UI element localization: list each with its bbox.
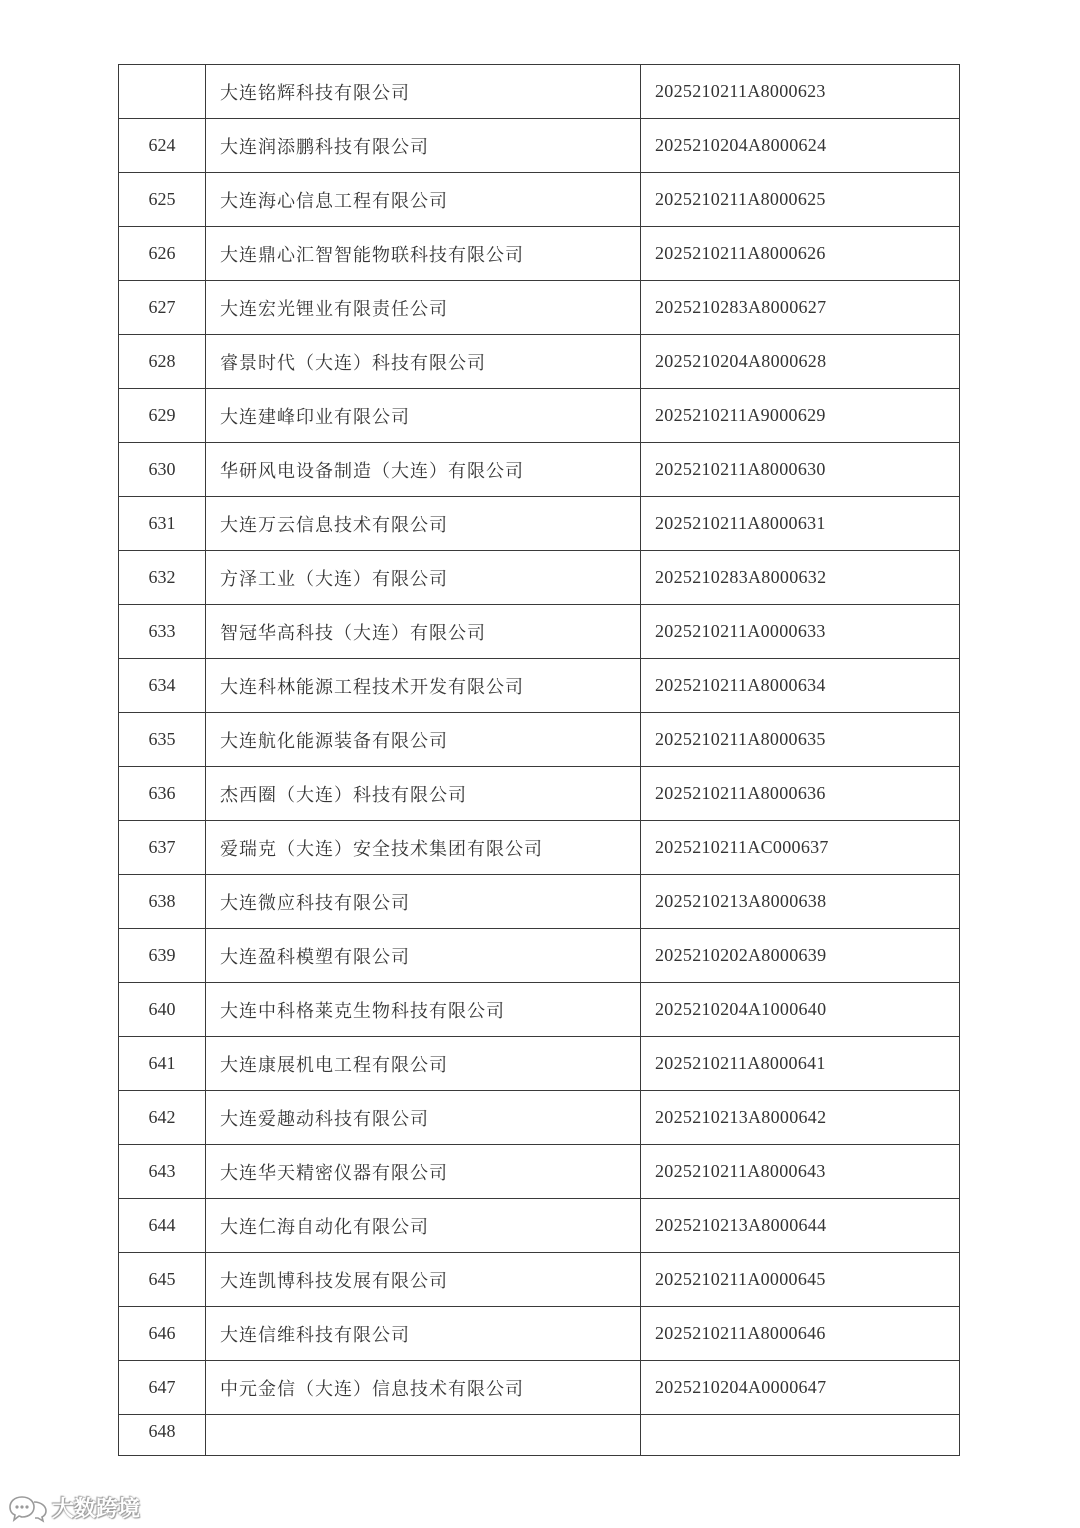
row-number-cell: 629: [119, 389, 206, 443]
table-row: [119, 551, 960, 605]
company-name-cell: 智冠华高科技（大连）有限公司: [206, 605, 641, 659]
row-number-cell: 646: [119, 1307, 206, 1361]
registration-table: [118, 64, 960, 1456]
table-row: [119, 281, 960, 335]
registration-code-cell: 2025210211A8000635: [641, 713, 960, 767]
registration-code-cell: 2025210211A8000630: [641, 443, 960, 497]
table-row: [119, 929, 960, 983]
row-number-cell: 645: [119, 1253, 206, 1307]
row-number-cell: 630: [119, 443, 206, 497]
registration-code-cell: 2025210211A8000631: [641, 497, 960, 551]
table-row: [119, 1253, 960, 1307]
row-number-cell: 633: [119, 605, 206, 659]
table-row: [119, 983, 960, 1037]
registration-code-cell: 2025210211A8000641: [641, 1037, 960, 1091]
registration-code-cell: 2025210211A8000643: [641, 1145, 960, 1199]
registration-code-cell: 2025210202A8000639: [641, 929, 960, 983]
company-name-cell: 大连鼎心汇智智能物联科技有限公司: [206, 227, 641, 281]
table-row: [119, 1145, 960, 1199]
table-row: [119, 659, 960, 713]
company-name-cell: 大连微应科技有限公司: [206, 875, 641, 929]
company-name-cell: 杰西圈（大连）科技有限公司: [206, 767, 641, 821]
row-number-cell: 642: [119, 1091, 206, 1145]
company-name-cell: 大连爱趣动科技有限公司: [206, 1091, 641, 1145]
row-number-cell: 648: [119, 1415, 206, 1456]
table-row: [119, 227, 960, 281]
row-number-cell: 644: [119, 1199, 206, 1253]
row-number-cell: 625: [119, 173, 206, 227]
registration-code-cell: 2025210213A8000642: [641, 1091, 960, 1145]
registration-code-cell: 2025210211A8000625: [641, 173, 960, 227]
company-name-cell: 大连宏光锂业有限责任公司: [206, 281, 641, 335]
company-name-cell: 大连海心信息工程有限公司: [206, 173, 641, 227]
row-number-cell: 632: [119, 551, 206, 605]
company-name-cell: 大连铭辉科技有限公司: [206, 65, 641, 119]
registration-code-cell: 2025210283A8000627: [641, 281, 960, 335]
registration-code-cell: 2025210211A8000636: [641, 767, 960, 821]
row-number-cell: 634: [119, 659, 206, 713]
row-number-cell: 638: [119, 875, 206, 929]
registration-table-body: [119, 65, 960, 1456]
watermark: [8, 1492, 140, 1523]
registration-code-cell: 2025210211A8000626: [641, 227, 960, 281]
company-name-cell: [206, 1415, 641, 1456]
row-number-cell: 626: [119, 227, 206, 281]
table-row: [119, 1415, 960, 1456]
table-row: [119, 443, 960, 497]
registration-code-cell: 2025210213A8000644: [641, 1199, 960, 1253]
registration-code-cell: 2025210204A8000628: [641, 335, 960, 389]
row-number-cell: 636: [119, 767, 206, 821]
row-number-cell: [119, 65, 206, 119]
table-row: [119, 767, 960, 821]
registration-code-cell: [641, 1415, 960, 1456]
company-name-cell: 中元金信（大连）信息技术有限公司: [206, 1361, 641, 1415]
table-row: [119, 1199, 960, 1253]
registration-code-cell: 2025210283A8000632: [641, 551, 960, 605]
registration-code-cell: 2025210211A8000634: [641, 659, 960, 713]
row-number-cell: 631: [119, 497, 206, 551]
table-row: [119, 119, 960, 173]
company-name-cell: 大连华天精密仪器有限公司: [206, 1145, 641, 1199]
row-number-cell: 637: [119, 821, 206, 875]
table-row: [119, 1091, 960, 1145]
row-number-cell: 640: [119, 983, 206, 1037]
table-row: [119, 173, 960, 227]
registration-code-cell: 2025210204A0000647: [641, 1361, 960, 1415]
company-name-cell: 华研风电设备制造（大连）有限公司: [206, 443, 641, 497]
row-number-cell: 639: [119, 929, 206, 983]
company-name-cell: 大连润添鹏科技有限公司: [206, 119, 641, 173]
row-number-cell: 647: [119, 1361, 206, 1415]
registration-code-cell: 2025210211A9000629: [641, 389, 960, 443]
company-name-cell: 爱瑞克（大连）安全技术集团有限公司: [206, 821, 641, 875]
table-row: [119, 875, 960, 929]
registration-code-cell: 2025210213A8000638: [641, 875, 960, 929]
registration-code-cell: 2025210211A0000645: [641, 1253, 960, 1307]
company-name-cell: 大连康展机电工程有限公司: [206, 1037, 641, 1091]
row-number-cell: 627: [119, 281, 206, 335]
table-row: [119, 1037, 960, 1091]
company-name-cell: 大连凯博科技发展有限公司: [206, 1253, 641, 1307]
registration-code-cell: 2025210204A1000640: [641, 983, 960, 1037]
row-number-cell: 643: [119, 1145, 206, 1199]
registration-code-cell: 2025210211A8000646: [641, 1307, 960, 1361]
company-name-cell: 大连仁海自动化有限公司: [206, 1199, 641, 1253]
table-row: [119, 389, 960, 443]
table-row: [119, 821, 960, 875]
company-name-cell: 大连信维科技有限公司: [206, 1307, 641, 1361]
row-number-cell: 628: [119, 335, 206, 389]
company-name-cell: 方泽工业（大连）有限公司: [206, 551, 641, 605]
registration-code-cell: 2025210211A8000623: [641, 65, 960, 119]
table-row: [119, 1361, 960, 1415]
company-name-cell: 大连盈科模塑有限公司: [206, 929, 641, 983]
chat-bubble-logo-icon: [8, 1493, 48, 1523]
table-row: [119, 713, 960, 767]
registration-code-cell: 2025210211A0000633: [641, 605, 960, 659]
table-row: [119, 605, 960, 659]
company-name-cell: 大连科林能源工程技术开发有限公司: [206, 659, 641, 713]
company-name-cell: 大连建峰印业有限公司: [206, 389, 641, 443]
table-row: [119, 65, 960, 119]
company-name-cell: 大连中科格莱克生物科技有限公司: [206, 983, 641, 1037]
company-name-cell: 大连航化能源装备有限公司: [206, 713, 641, 767]
table-row: [119, 1307, 960, 1361]
table-row: [119, 335, 960, 389]
registration-code-cell: 2025210211AC000637: [641, 821, 960, 875]
registration-code-cell: 2025210204A8000624: [641, 119, 960, 173]
company-name-cell: 睿景时代（大连）科技有限公司: [206, 335, 641, 389]
watermark-text: 大数跨境: [52, 1497, 141, 1522]
row-number-cell: 641: [119, 1037, 206, 1091]
company-name-cell: 大连万云信息技术有限公司: [206, 497, 641, 551]
table-row: [119, 497, 960, 551]
row-number-cell: 635: [119, 713, 206, 767]
row-number-cell: 624: [119, 119, 206, 173]
